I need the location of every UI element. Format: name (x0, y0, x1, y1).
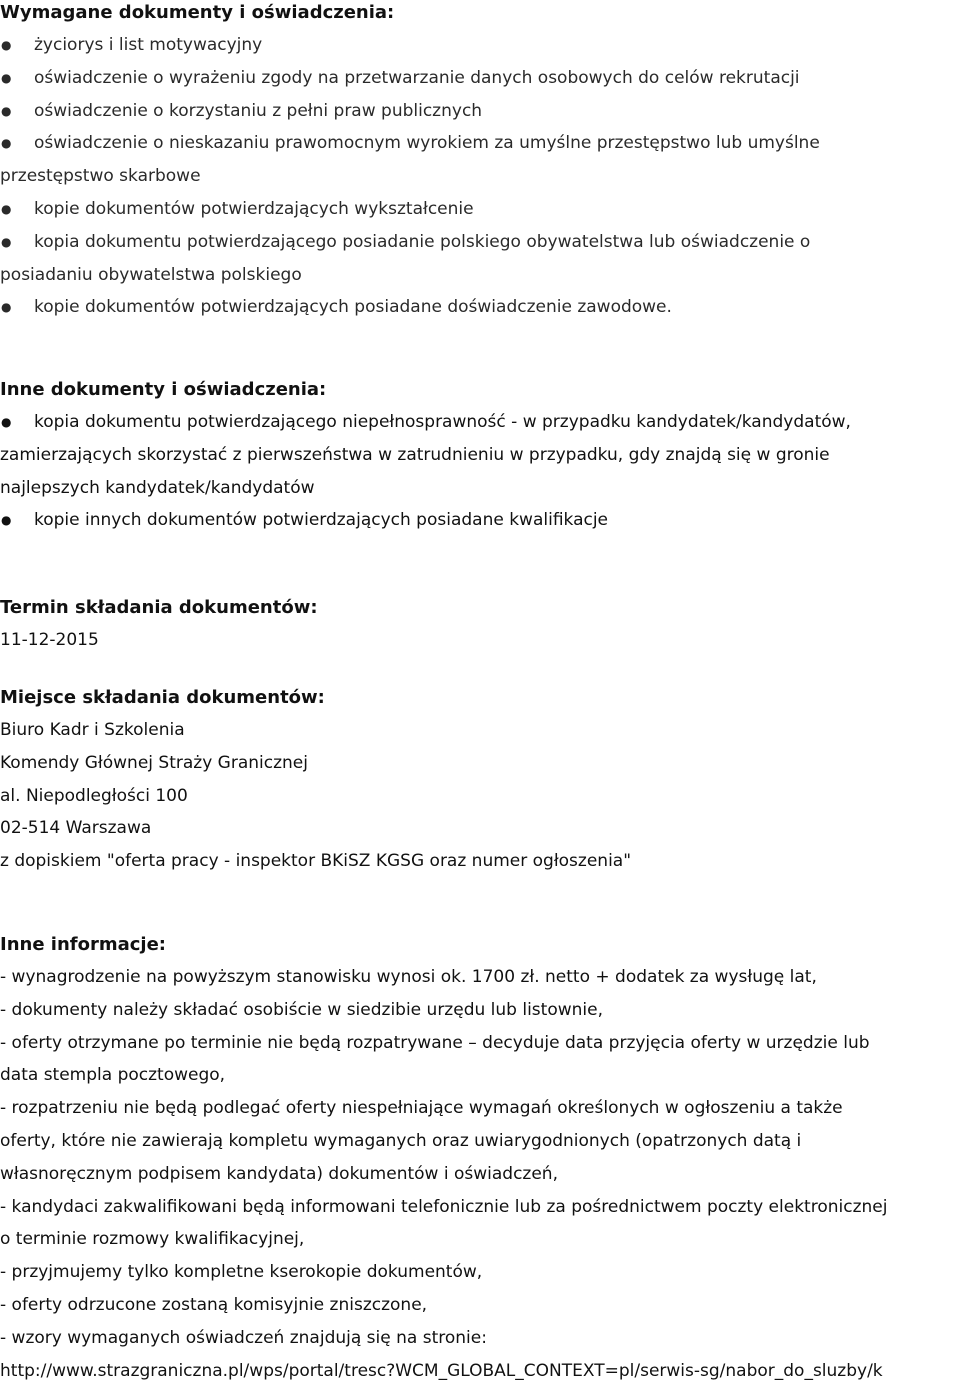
list-item-continuation: zamierzających skorzystać z pierwszeństwa w zatrudnieniu w przypadku, gdy znajdą się w gronie (0, 444, 830, 465)
bullet-icon: ● (1, 513, 12, 528)
other-info-section (0, 929, 960, 1387)
list-item-continuation: posiadaniu obywatelstwa polskiego (0, 264, 302, 285)
info-line: - kandydaci zakwalifikowani będą informowani telefonicznie lub za pośrednictwem poczty elektronicznej (0, 1196, 888, 1217)
list-item-continuation: przestępstwo skarbowe (0, 166, 201, 187)
info-line: - dokumenty należy składać osobiście w siedzibie urzędu lub listownie, (0, 999, 603, 1020)
list-item: ● oświadczenie o wyrażeniu zgody na przetwarzanie danych osobowych do celów rekrutacji (0, 62, 960, 95)
info-line: oferty, które nie zawierają kompletu wymaganych oraz uwiarygodnionych (opatrzonych datą i (0, 1130, 802, 1151)
bullet-icon: ● (1, 70, 12, 85)
info-line: - wynagrodzenie na powyższym stanowisku wynosi ok. 1700 zł. netto + dodatek za wysługę lat, (0, 967, 817, 987)
info-line: - oferty otrzymane po terminie nie będą rozpatrywane – decyduje data przyjęcia oferty w urzędzie lub (0, 1032, 870, 1053)
deadline-section (0, 592, 960, 657)
deadline-date: 11-12-2015 (0, 630, 99, 650)
info-line: - oferty odrzucone zostaną komisyjnie zniszczone, (0, 1294, 428, 1315)
other-info-heading: Inne informacje: (0, 934, 167, 955)
list-item: ● kopia dokumentu potwierdzającego niepełnosprawność - w przypadku kandydatek/kandydatów, (0, 406, 960, 439)
list-item: ● kopie innych dokumentów potwierdzających posiadane kwalifikacje (0, 504, 960, 537)
bullet-icon: ● (1, 234, 12, 249)
list-item: ● kopia dokumentu potwierdzającego posiadanie polskiego obywatelstwa lub oświadczenie o (0, 226, 960, 259)
bullet-icon: ● (1, 201, 12, 216)
bullet-icon: ● (1, 415, 12, 429)
info-line: - przyjmujemy tylko kompletne kserokopie dokumentów, (0, 1262, 483, 1283)
place-section (0, 682, 960, 878)
address-line: 02-514 Warszawa (0, 818, 152, 839)
address-line: Biuro Kadr i Szkolenia (0, 720, 185, 740)
list-item: ● kopie dokumentów potwierdzających wykształcenie (0, 193, 960, 226)
required-documents-heading: Wymagane dokumenty i oświadczenia: (0, 2, 395, 23)
bullet-icon: ● (1, 136, 12, 151)
other-documents-section (0, 374, 960, 537)
list-item: ● oświadczenie o korzystaniu z pełni praw publicznych (0, 95, 960, 128)
info-line: data stempla pocztowego, (0, 1065, 226, 1086)
templates-url-link[interactable]: http://www.strazgraniczna.pl/wps/portal/tresc?WCM_GLOBAL_CONTEXT=pl/serwis-sg/nabor_do_sluzby/k (0, 1360, 883, 1381)
info-line: - rozpatrzeniu nie będą podlegać oferty niespełniające wymagań określonych w ogłoszeniu a także (0, 1098, 843, 1119)
annotation-note: z dopiskiem "oferta pracy - inspektor BKiSZ KGSG oraz numer ogłoszenia" (0, 851, 632, 872)
list-item: ● kopie dokumentów potwierdzających posiadane doświadczenie zawodowe. (0, 291, 960, 324)
bullet-icon: ● (1, 300, 12, 315)
info-line: o terminie rozmowy kwalifikacyjnej, (0, 1229, 305, 1250)
bullet-icon: ● (1, 103, 12, 118)
list-item-continuation: najlepszych kandydatek/kandydatów (0, 477, 315, 498)
place-heading: Miejsce składania dokumentów: (0, 687, 325, 708)
required-documents-section (0, 0, 960, 324)
deadline-heading: Termin składania dokumentów: (0, 597, 318, 618)
address-line: al. Niepodległości 100 (0, 785, 188, 806)
info-line: własnoręcznym podpisem kandydata) dokumentów i oświadczeń, (0, 1163, 558, 1184)
info-line: - wzory wymaganych oświadczeń znajdują się na stronie: (0, 1327, 487, 1348)
list-item: ● oświadczenie o nieskazaniu prawomocnym wyrokiem za umyślne przestępstwo lub umyślne (0, 127, 960, 160)
bullet-icon: ● (1, 38, 12, 52)
list-item: ● życiorys i list motywacyjny (0, 29, 960, 62)
other-documents-heading: Inne dokumenty i oświadczenia: (0, 379, 327, 400)
address-line: Komendy Głównej Straży Granicznej (0, 752, 308, 773)
